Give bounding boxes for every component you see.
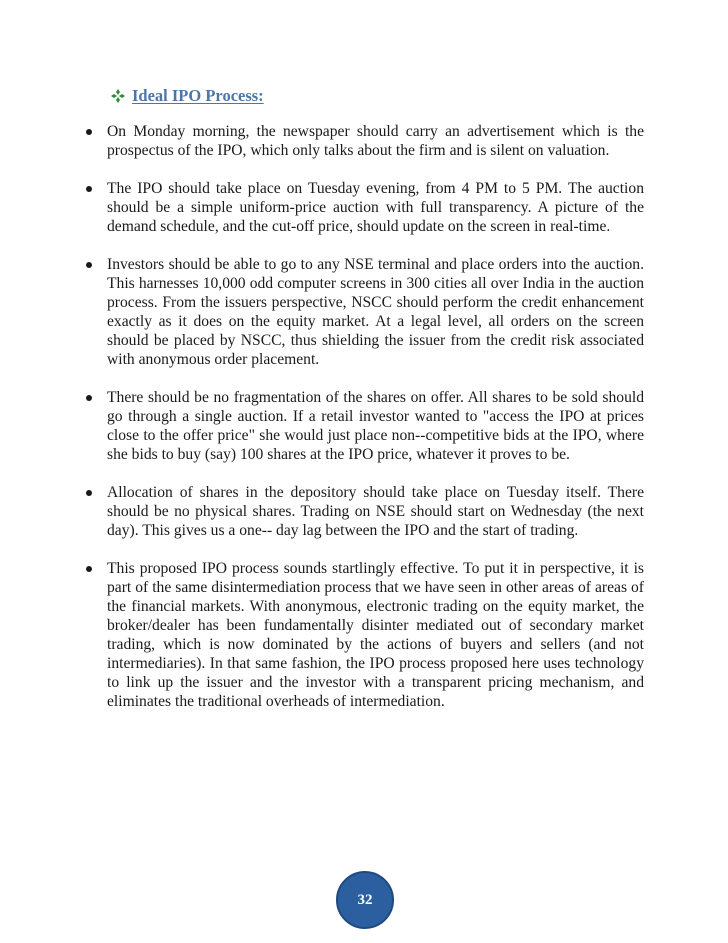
bullet-list <box>86 122 644 730</box>
list-item-text: The IPO should take place on Tuesday evening, from 4 PM to 5 PM. The auction should be a simple uniform-price auction with full transparency. A picture of the demand schedule, and the cut-off price, should update on the screen in real-time. <box>107 180 644 235</box>
list-item <box>86 559 644 711</box>
bullet-dot-icon <box>86 490 92 496</box>
bullet-dot-icon <box>86 129 92 135</box>
bullet-dot-icon <box>86 186 92 192</box>
bullet-dot-icon <box>86 262 92 268</box>
list-item <box>86 388 644 464</box>
list-item-text: This proposed IPO process sounds startlingly effective. To put it in perspective, it is part of the same disintermediation process that we have seen in other areas of areas of the financial markets. With anonymous, electronic trading on the equity market, the broker/dealer has been fundamentally disinter mediated out of secondary market trading, which is now dominated by the actions of buyers and sellers (and not intermediaries). In that same fashion, the IPO process proposed here uses technology to link up the issuer and the investor with a transparent pricing mechanism, and eliminates the traditional overheads of intermediation. <box>107 560 644 710</box>
list-item-text: There should be no fragmentation of the shares on offer. All shares to be sold should go through a single auction. If a retail investor wanted to "access the IPO at prices close to the offer price" she would just place non--competitive bids at the IPO, where she bids to buy (say) 100 shares at the IPO price, whatever it proves to be. <box>107 389 644 463</box>
list-item <box>86 255 644 369</box>
list-item <box>86 122 644 160</box>
list-item-text: Allocation of shares in the depository should take place on Tuesday itself. There should be no physical shares. Trading on NSE should start on Wednesday (the next day). This gives us a one-- day lag between the IPO and the start of trading. <box>107 484 644 539</box>
page-number: 32 <box>336 871 394 929</box>
list-item <box>86 179 644 236</box>
section-heading <box>110 86 264 106</box>
bullet-dot-icon <box>86 566 92 572</box>
list-item-text: On Monday morning, the newspaper should carry an advertisement which is the prospectus of the IPO, which only talks about the firm and is silent on valuation. <box>107 123 644 159</box>
list-item <box>86 483 644 540</box>
four-diamond-bullet-icon <box>110 88 126 104</box>
list-item-text: Investors should be able to go to any NSE terminal and place orders into the auction. This harnesses 10,000 odd computer screens in 300 cities all over India in the auction process. From the issuers perspective, NSCC should perform the credit enhancement exactly as it does on the equity market. At a legal level, all orders on the screen should be placed by NSCC, thus shielding the issuer from the credit risk associated with anonymous order placement. <box>107 256 644 368</box>
bullet-dot-icon <box>86 395 92 401</box>
section-title: Ideal IPO Process: <box>132 86 264 105</box>
